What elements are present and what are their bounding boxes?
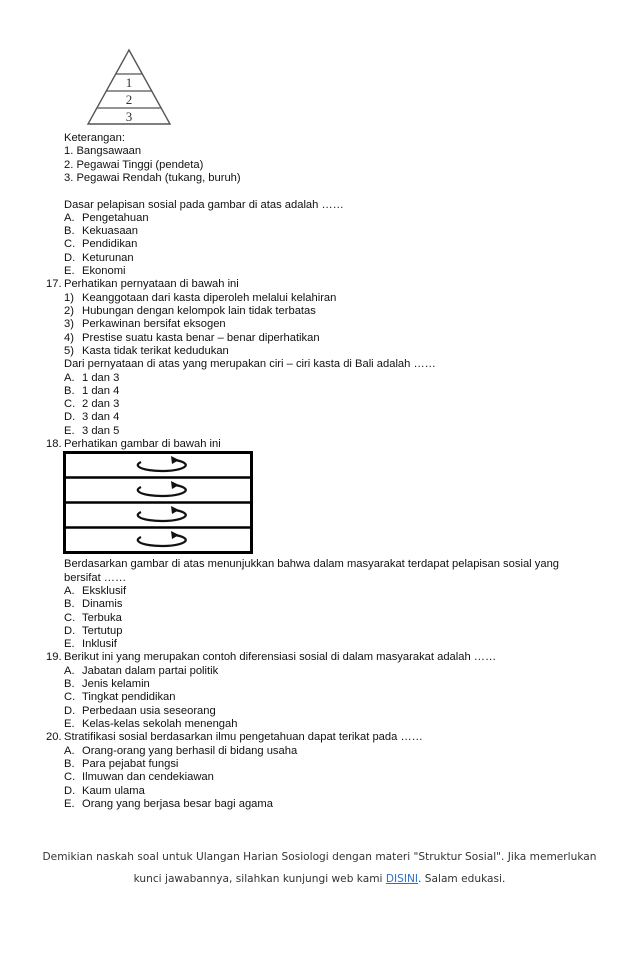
pyramid-level-3: 3 — [125, 109, 133, 124]
stratification-diagram — [63, 451, 253, 554]
question-prompt: Perhatikan pernyataan di bawah ini — [64, 278, 239, 290]
option-text: Orang yang berjasa besar bagi agama — [82, 798, 273, 810]
option-letter: D. — [64, 705, 76, 717]
option-letter: E. — [64, 718, 75, 730]
option-text: Para pejabat fungsi — [82, 758, 179, 770]
footer-text: kunci jawabannya, silahkan kunjungi web kami — [133, 873, 386, 885]
statement-number: 2) — [64, 305, 74, 317]
option-text: Kelas-kelas sekolah menengah — [82, 718, 238, 730]
question-text: bersifat …… — [64, 572, 127, 584]
option-letter: C. — [64, 398, 76, 410]
question-text: Stratifikasi sosial berdasarkan ilmu pengetahuan dapat terikat pada …… — [64, 731, 423, 743]
option-text: Keturunan — [82, 252, 134, 264]
statement-text: Prestise suatu kasta benar – benar diperhatikan — [82, 332, 320, 344]
option-letter: A. — [64, 372, 75, 384]
option-text: 1 dan 4 — [82, 385, 120, 397]
keterangan-item: 3. Pegawai Rendah (tukang, buruh) — [64, 172, 241, 184]
option-letter: C. — [64, 691, 76, 703]
question-number: 19. — [46, 651, 62, 663]
keterangan-title: Keterangan: — [64, 132, 125, 144]
statement-number: 3) — [64, 318, 74, 330]
option-text: Inklusif — [82, 638, 117, 650]
option-text: Tingkat pendidikan — [82, 691, 176, 703]
option-letter: E. — [64, 798, 75, 810]
option-letter: D. — [64, 785, 76, 797]
statement-text: Keanggotaan dari kasta diperoleh melalui kelahiran — [82, 292, 337, 304]
option-letter: D. — [64, 411, 76, 423]
question-text: Berikut ini yang merupakan contoh diferensiasi sosial di dalam masyarakat adalah …… — [64, 651, 497, 663]
statement-number: 5) — [64, 345, 74, 357]
option-text: Kaum ulama — [82, 785, 145, 797]
option-letter: E. — [64, 425, 75, 437]
option-letter: A. — [64, 212, 75, 224]
option-text: Orang-orang yang berhasil di bidang usaha — [82, 745, 298, 757]
option-text: Jabatan dalam partai politik — [82, 665, 219, 677]
option-text: 2 dan 3 — [82, 398, 120, 410]
option-text: Terbuka — [82, 612, 122, 624]
option-text: Jenis kelamin — [82, 678, 150, 690]
footer-line-2 — [0, 873, 639, 885]
option-text: Pendidikan — [82, 238, 138, 250]
option-letter: A. — [64, 665, 75, 677]
question-text: Dari pernyataan di atas yang merupakan ciri – ciri kasta di Bali adalah …… — [64, 358, 436, 370]
option-letter: A. — [64, 585, 75, 597]
option-text: Ilmuwan dan cendekiawan — [82, 771, 214, 783]
option-text: Tertutup — [82, 625, 123, 637]
disini-link[interactable]: DISINI — [385, 873, 419, 885]
question-text: Dasar pelapisan sosial pada gambar di atas adalah …… — [64, 199, 344, 211]
option-letter: D. — [64, 252, 76, 264]
question-text: Berdasarkan gambar di atas menunjukkan bahwa dalam masyarakat terdapat pelapisan sosial yang — [64, 558, 560, 570]
option-text: Kekuasaan — [82, 225, 138, 237]
pyramid-level-1: 1 — [125, 75, 133, 90]
statement-number: 4) — [64, 332, 74, 344]
option-letter: B. — [64, 758, 75, 770]
option-letter: B. — [64, 385, 75, 397]
statement-number: 1) — [64, 292, 74, 304]
question-number: 18. — [46, 438, 62, 450]
keterangan-item: 2. Pegawai Tinggi (pendeta) — [64, 159, 204, 171]
footer-text: . Salam edukasi. — [418, 873, 506, 885]
option-text: 1 dan 3 — [82, 372, 120, 384]
option-letter: C. — [64, 238, 76, 250]
question-number: 17. — [46, 278, 62, 290]
option-letter: C. — [64, 612, 76, 624]
option-letter: E. — [64, 638, 75, 650]
question-prompt: Perhatikan gambar di bawah ini — [64, 438, 221, 450]
option-text: Eksklusif — [82, 585, 127, 597]
option-letter: A. — [64, 745, 75, 757]
option-text: Perbedaan usia seseorang — [82, 705, 216, 717]
option-letter: B. — [64, 598, 75, 610]
option-text: 3 dan 5 — [82, 425, 120, 437]
statement-text: Kasta tidak terikat kedudukan — [82, 345, 229, 357]
pyramid-level-2: 2 — [125, 92, 133, 107]
question-number: 20. — [46, 731, 62, 743]
option-text: Ekonomi — [82, 265, 126, 277]
footer-line-1: Demikian naskah soal untuk Ulangan Harian Sosiologi dengan materi "Struktur Sosial". Jika memerlukan — [42, 851, 597, 863]
option-text: Dinamis — [82, 598, 123, 610]
keterangan-item: 1. Bangsawaan — [64, 145, 142, 157]
statement-text: Hubungan dengan kelompok lain tidak terbatas — [82, 305, 316, 317]
option-letter: B. — [64, 678, 75, 690]
option-letter: D. — [64, 625, 76, 637]
social-stratification-pyramid — [82, 46, 176, 128]
option-letter: C. — [64, 771, 76, 783]
option-text: Pengetahuan — [82, 212, 149, 224]
option-text: 3 dan 4 — [82, 411, 120, 423]
statement-text: Perkawinan bersifat eksogen — [82, 318, 226, 330]
option-letter: B. — [64, 225, 75, 237]
option-letter: E. — [64, 265, 75, 277]
